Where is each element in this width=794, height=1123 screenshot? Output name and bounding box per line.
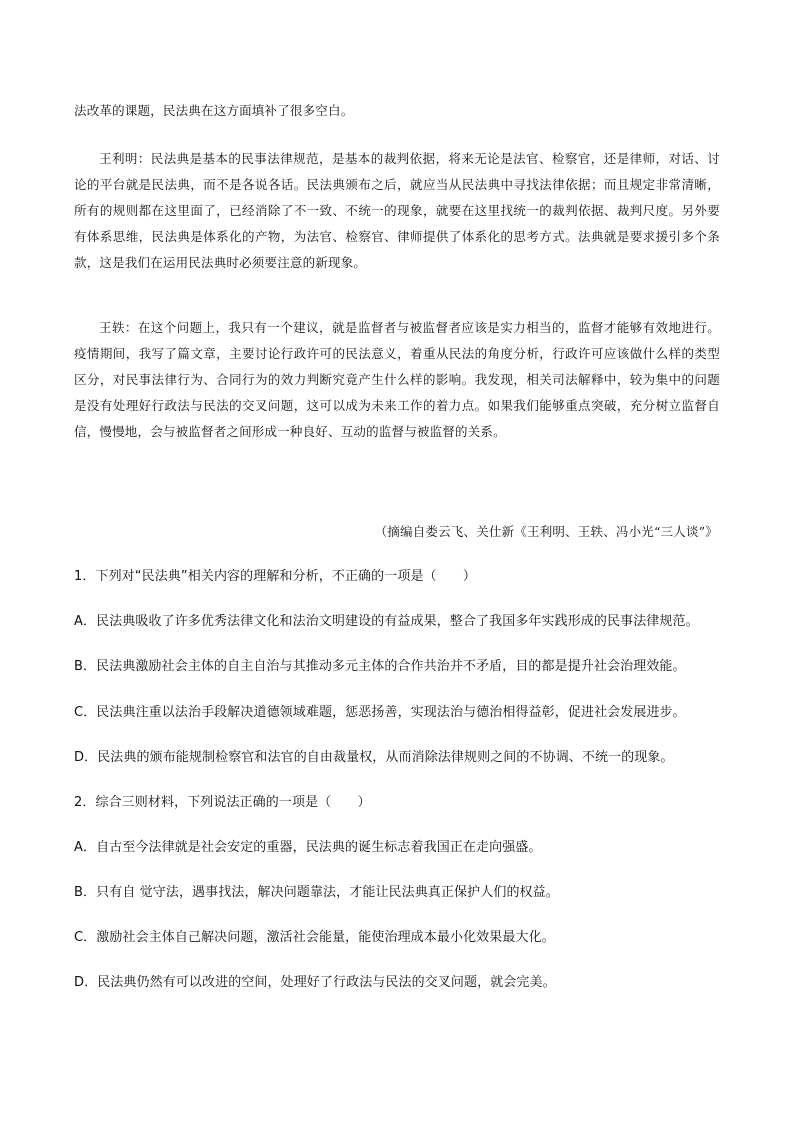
question-2-option-c: C．激励社会主体自己解决问题，激活社会能量，能使治理成本最小化效果最大化。	[74, 930, 555, 945]
passage-intro-tail: 法改革的课题，民法典在这方面填补了很多空白。	[74, 103, 354, 118]
question-2-option-a: A．自古至今法律就是社会安定的重器，民法典的诞生标志着我国正在走向强盛。	[74, 840, 542, 855]
question-2-option-b: B．只有自 觉守法，遇事找法，解决问题靠法，才能让民法典真正保护人们的权益。	[74, 885, 559, 900]
question-1-option-c: C．民法典注重以法治手段解决道德领域难题，惩恶扬善，实现法治与德治相得益彰，促进社会发展进步。	[74, 705, 686, 720]
question-1-option-d: D．民法典的颁布能规制检察官和法官的自由裁量权，从而消除法律规则之间的不协调、不统一的现象。	[74, 750, 674, 765]
passage-source: （摘编自娄云飞、关仕新《王利明、王轶、冯小光“三人谈”》	[374, 524, 718, 539]
question-1-option-b: B．民法典激励社会主体的自主自治与其推动多元主体的合作共治并不矛盾，目的都是提升社会治理效能。	[74, 659, 686, 674]
question-2-stem: 2．综合三则材料，下列说法正确的一项是（ ）	[74, 795, 371, 810]
question-1-option-a: A．民法典吸收了许多优秀法律文化和法治文明建设的有益成果，整合了我国多年实践形成的民事法律规范。	[74, 614, 699, 629]
passage-paragraph-wang-tie: 王轶：在这个问题上，我只有一个建议，就是监督者与被监督者应该是实力相当的，监督才能够有效地进行。疫情期间，我写了篇文章，主要讨论行政许可的民法意义，着重从民法的角度分析，行政许可应该做什么样的类型区分，对民事法律行为、合同行为的效力判断究竟产生什么样的影响。我发现，相关司法解释中，较为集中的问题是没有处理好行政法与民法的交叉问题，这可以成为未来工作的着力点。如果我们能够重点突破，充分树立监督自信，慢慢地，会与被监督者之间形成一种良好、互动的监督与被监督的关系。	[74, 320, 720, 439]
question-1-stem: 1．下列对“民法典”相关内容的理解和分析，不正确的一项是（ ）	[74, 569, 476, 584]
passage-paragraph-wang-liming: 王利明：民法典是基本的民事法律规范，是基本的裁判依据，将来无论是法官、检察官，还是律师，对话、讨论的平台就是民法典，而不是各说各话。民法典颁布之后，就应当从民法典中寻找法律依据；而且规定非常清晰，所有的规则都在这里面了，已经消除了不一致、不统一的现象，就要在这里找统一的裁判依据、裁判尺度。另外要有体系思维，民法典是体系化的产物，为法官、检察官、律师提供了体系化的思考方式。法典就是要求援引多个条款，这是我们在运用民法典时必须要注意的新现象。	[74, 151, 720, 270]
question-2-option-d: D．民法典仍然有可以改进的空间，处理好了行政法与民法的交叉问题，就会完美。	[74, 975, 556, 990]
